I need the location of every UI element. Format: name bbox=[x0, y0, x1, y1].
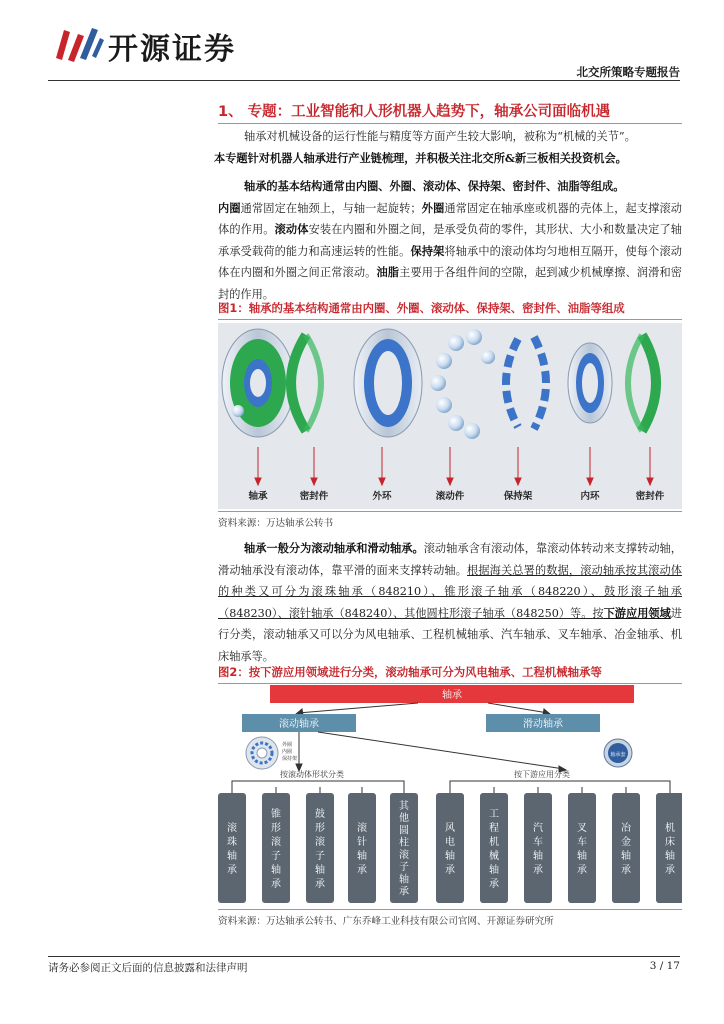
brand-name: 开源证券 bbox=[108, 32, 236, 67]
inner-ring-icon bbox=[568, 343, 612, 423]
classification-lead: 轴承一般分为滚动轴承和滑动轴承。 bbox=[244, 541, 424, 555]
leaf-node-label: 锥形滚子轴承 bbox=[271, 809, 281, 891]
section-title: 1、 专题：工业智能和人形机器人趋势下，轴承公司面临机遇 bbox=[218, 104, 611, 120]
outer-ring-text: 通常固定在轴承座或机器的壳体上，起支撑滚动体的作用。 bbox=[218, 201, 682, 236]
classification-tree-diagram bbox=[218, 683, 682, 907]
classification-text-1: 滚动轴承含有滚动体，靠滚动体转动来支撑转动轴，滑动轴承没有滚动体，靠平滑的面来支撑转动轴。 bbox=[218, 542, 682, 577]
figure-1-title: 图1：轴承的基本结构通常由内圈、外圈、滚动体、保持架、密封件、油脂等组成 bbox=[218, 300, 682, 320]
root-node-label: 轴承 bbox=[442, 690, 462, 701]
bushing-label: 轴承套 bbox=[610, 752, 626, 758]
leaf-node-label: 叉车轴承 bbox=[577, 823, 587, 877]
label-seal-2: 密封件 bbox=[635, 491, 665, 502]
downstream-application-term: 下游应用领域 bbox=[603, 605, 671, 620]
intro-line-1: 轴承对机械设备的运行性能与精度等方面产生较大影响，被称为“机械的关节”。 bbox=[244, 130, 636, 143]
label-outer-ring: 外环 bbox=[372, 491, 392, 502]
footer-divider bbox=[48, 956, 680, 957]
inner-ring-term: 内圈 bbox=[218, 200, 241, 215]
mini-bearing-icon bbox=[246, 737, 278, 769]
intro-paragraph bbox=[214, 126, 682, 169]
seal-icon bbox=[291, 335, 321, 431]
mini-label-cage: 保持架 bbox=[282, 756, 298, 762]
structure-lead: 轴承的基本结构通常由内圈、外圈、滚动体、保持架、密封件、油脂等组成。 bbox=[244, 179, 625, 193]
bushing-icon bbox=[604, 739, 632, 767]
classification-text-3-post: 进行分类，滚动轴承又可以分为风电轴承、工程机械轴承、汽车轴承、叉车轴承、冶金轴承、机床轴承等。 bbox=[218, 606, 682, 663]
leaf-node-label: 冶金轴承 bbox=[621, 823, 631, 877]
outer-ring-term: 外圈 bbox=[421, 200, 445, 215]
page-number: 3 / 17 bbox=[649, 960, 680, 972]
group-by-application-label: 按下游应用分类 bbox=[514, 770, 570, 779]
label-inner-ring: 内环 bbox=[580, 491, 600, 502]
rolling-element-text: 安装在内圈和外圈之间，是承受负荷的零件，其形状、大小和数量决定了轴承承受载荷的能力和高速运转的性能。 bbox=[218, 223, 682, 258]
intro-line-2-text: 本专题针对机器人轴承进行产业链梳理，并积极关注北交所&新三板相关投资机会。 bbox=[214, 150, 627, 165]
intro-line-2 bbox=[214, 148, 682, 170]
figure-2-classification-tree bbox=[218, 683, 682, 907]
header-divider bbox=[48, 80, 680, 81]
cage-text: 将轴承中的滚动体均匀地相互隔开，使每个滚动体在内圈和外圈之间正常滚动。 bbox=[218, 244, 682, 279]
leaf-node-label: 汽车轴承 bbox=[533, 823, 543, 877]
mini-label-outer: 外圈 bbox=[282, 742, 293, 748]
grease-term: 油脂 bbox=[376, 265, 400, 279]
outer-ring-icon bbox=[354, 329, 422, 437]
classification-text-3-pre: 按 bbox=[592, 606, 604, 620]
classification-text-2: 根据海关总署的数据，滚动轴承按其滚动体的种类又可分为滚珠轴承（848210）、锥形滚子轴承（848220）、鼓形滚子轴承（848230）、滚针轴承（848240）、其他圆柱形滚子轴承（848250）等。 bbox=[218, 563, 682, 620]
label-rolling-element: 滚动件 bbox=[435, 491, 465, 502]
figure-1-bearing-exploded-view bbox=[218, 323, 682, 509]
sliding-bearing-label: 滑动轴承 bbox=[523, 719, 563, 730]
leaf-node-label: 滚针轴承 bbox=[357, 823, 367, 877]
figure-1-arrows bbox=[255, 447, 653, 485]
report-type: 北交所策略专题报告 bbox=[576, 65, 680, 79]
label-bearing: 轴承 bbox=[248, 491, 268, 502]
grease-text: 主要用于各组件间的空隙，起到减少机械摩擦、润滑和密封的作用。 bbox=[218, 266, 682, 301]
figure-2-source: 资料来源：万达轴承公转书、广东乔峰工业科技有限公司官网、开源证券研究所 bbox=[218, 909, 682, 927]
leaf-node-label: 工程机械轴承 bbox=[489, 809, 499, 891]
leaf-node-label: 滚珠轴承 bbox=[227, 823, 237, 877]
leaf-node-label: 其他圆柱滚子轴承 bbox=[399, 800, 409, 898]
bearing-exploded-illustration bbox=[218, 323, 682, 509]
figure-1-source: 资料来源：万达轴承公转书 bbox=[218, 511, 682, 529]
leaf-node-label: 鼓形滚子轴承 bbox=[315, 809, 325, 891]
rolling-elements-icon bbox=[430, 329, 495, 439]
seal-icon-2 bbox=[628, 335, 656, 431]
rolling-bearing-label: 滚动轴承 bbox=[279, 719, 319, 730]
label-cage: 保持架 bbox=[503, 491, 533, 502]
cage-term: 保持架 bbox=[410, 243, 445, 258]
page-header bbox=[48, 18, 680, 82]
cage-icon bbox=[506, 337, 546, 429]
label-seal: 密封件 bbox=[299, 491, 329, 502]
rolling-element-term: 滚动体 bbox=[274, 222, 309, 236]
structure-paragraph bbox=[218, 176, 682, 305]
inner-ring-text: 通常固定在轴颈上，与轴一起旋转； bbox=[240, 201, 422, 215]
disclaimer-note: 请务必参阅正文后面的信息披露和法律声明 bbox=[48, 962, 248, 974]
leaf-node-label: 风电轴承 bbox=[445, 823, 455, 877]
leaf-node-label: 机床轴承 bbox=[665, 823, 675, 877]
bearing-assembly-icon bbox=[222, 329, 294, 437]
group-by-shape-label: 按滚动体形状分类 bbox=[280, 770, 344, 779]
figure-2-title: 图2：按下游应用领域进行分类，滚动轴承可分为风电轴承、工程机械轴承等 bbox=[218, 664, 682, 684]
mini-label-inner: 内圈 bbox=[282, 749, 293, 755]
classification-paragraph bbox=[218, 538, 682, 667]
section-divider bbox=[218, 123, 682, 124]
